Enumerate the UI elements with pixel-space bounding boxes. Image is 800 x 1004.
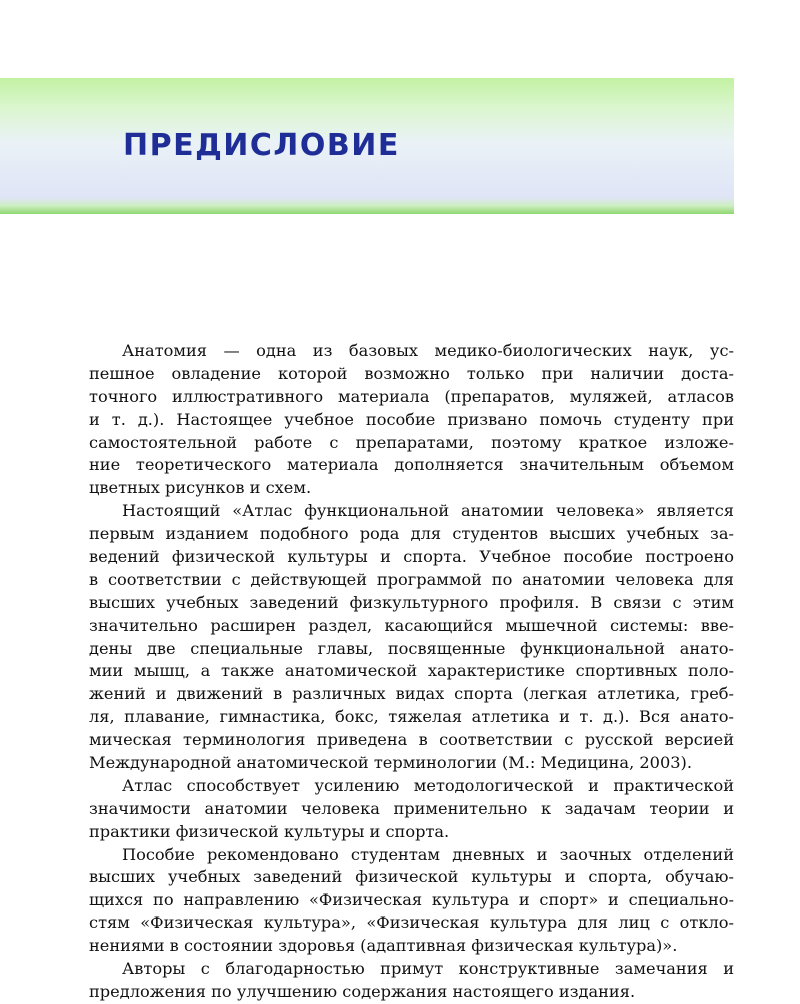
chapter-header-banner: [0, 78, 734, 214]
text-line: Авторы с благодарностью примут конструктивные замечания и: [122, 959, 734, 979]
paragraph: [89, 340, 734, 500]
text-line: щихся по направлению «Физическая культура и спорт» и специально-: [89, 890, 734, 910]
text-line: дены две специальные главы, посвященные функциональной анато-: [89, 638, 734, 658]
text-line: цветных рисунков и схем.: [89, 478, 312, 498]
paragraph: [89, 958, 734, 1004]
text-line: ля, плавание, гимнастика, бокс, тяжелая атлетика и т. д.). Вся анато-: [89, 707, 734, 727]
text-line: и т. д.). Настоящее учебное пособие призвано помочь студенту при: [89, 409, 734, 429]
text-line: точного иллюстративного материала (препаратов, муляжей, атласов: [89, 386, 734, 406]
text-line: стям «Физическая культура», «Физическая культура для лиц с откло-: [89, 913, 734, 933]
text-line: первым изданием подобного рода для студентов высших учебных за-: [89, 524, 734, 544]
text-line: нениями в состоянии здоровья (адаптивная физическая культура)».: [89, 936, 678, 956]
paragraph: [89, 844, 734, 958]
text-line: пешное овладение которой возможно только при наличии доста-: [89, 363, 734, 383]
text-line: высших учебных заведений физической культуры и спорта, обучаю-: [89, 867, 734, 887]
text-line: ние теоретического материала дополняется значительным объемом: [89, 455, 734, 475]
text-line: предложения по улучшению содержания настоящего издания.: [89, 981, 636, 1001]
text-line: Пособие рекомендовано студентам дневных и заочных отделений: [122, 844, 734, 864]
text-line: в соответствии с действующей программой по анатомии человека для: [89, 569, 734, 589]
text-line: Анатомия — одна из базовых медико-биологических наук, ус-: [122, 341, 734, 360]
text-line: высших учебных заведений физкультурного профиля. В связи с этим: [89, 592, 734, 612]
text-line: жений и движений в различных видах спорта (легкая атлетика, греб-: [89, 684, 734, 704]
text-line: мическая терминология приведена в соответствии с русской версией: [89, 730, 734, 750]
chapter-title: ПРЕДИСЛОВИЕ: [123, 128, 400, 163]
text-line: практики физической культуры и спорта.: [89, 821, 450, 841]
text-line: значительно расширен раздел, касающийся мышечной системы: вве-: [89, 615, 734, 635]
text-line: мии мышц, а также анатомической характеристике спортивных поло-: [89, 661, 734, 681]
paragraph: [89, 775, 734, 844]
text-line: Атлас способствует усилению методологической и практической: [122, 775, 734, 795]
text-line: ведений физической культуры и спорта. Учебное пособие построено: [89, 547, 734, 567]
paragraph: [89, 500, 734, 775]
text-line: Международной анатомической терминологии (М.: Медицина, 2003).: [89, 753, 693, 773]
text-line: значимости анатомии человека применительно к задачам теории и: [89, 798, 734, 818]
text-line: самостоятельной работе с препаратами, поэтому краткое изложе-: [89, 432, 734, 452]
text-line: Настоящий «Атлас функциональной анатомии человека» является: [122, 501, 734, 521]
preface-body: [89, 340, 734, 1004]
